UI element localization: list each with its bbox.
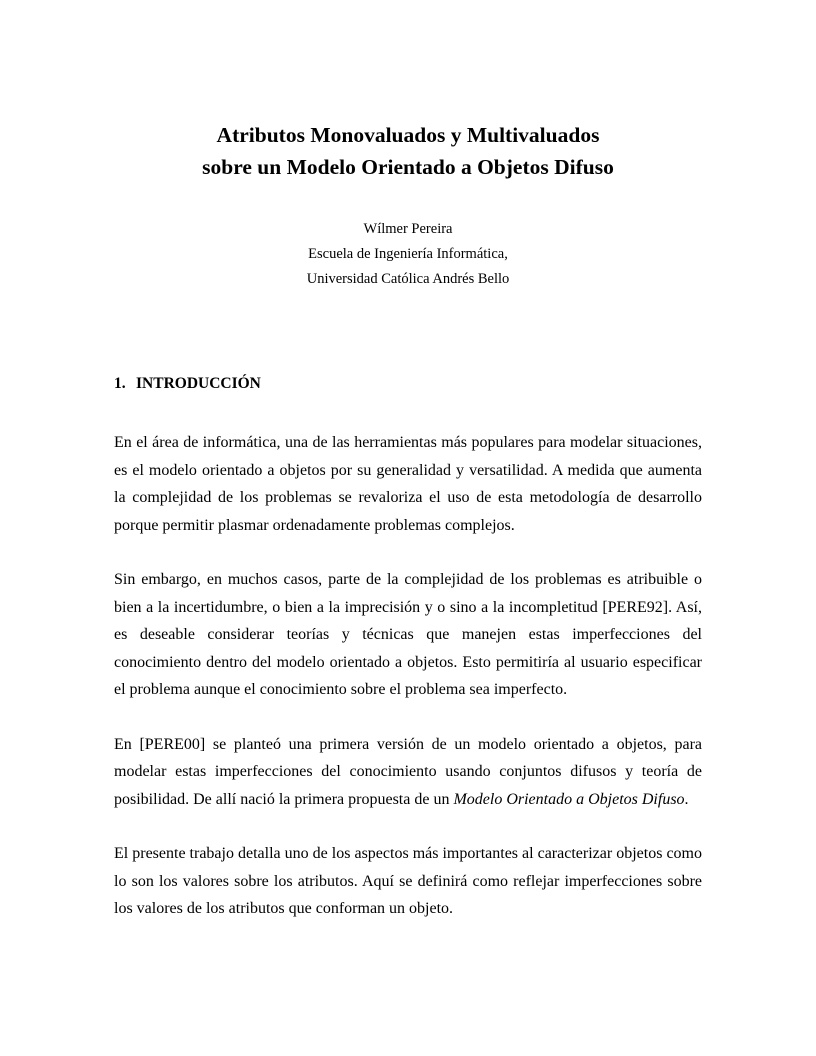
author-university: Universidad Católica Andrés Bello: [306, 271, 510, 287]
paragraph-line: porque permitir plasmar ordenadamente problemas complejos.: [114, 516, 515, 534]
paragraph-line: es el modelo orientado a objetos por su generalidad y versatilidad. A medida que aumenta: [114, 461, 702, 479]
paragraph-line: Sin embargo, en muchos casos, parte de la complejidad de los problemas es atribuible o: [114, 571, 702, 588]
paragraph-4: [114, 840, 702, 923]
author-name: Wílmer Pereira: [363, 221, 453, 237]
paragraph-text: posibilidad. De allí nació la primera propuesta de un: [114, 790, 454, 808]
section-number: 1.: [114, 375, 126, 392]
paragraph-line: modelar estas imperfecciones del conocimiento usando conjuntos difusos y teoría de: [114, 763, 702, 780]
paragraph-line: bien a la incertidumbre, o bien a la imprecisión y o sino a la incompletitud [PERE92]. Así,: [114, 598, 702, 616]
title-line-1: Atributos Monovaluados y Multivaluados: [216, 123, 600, 147]
author-department: Escuela de Ingeniería Informática,: [308, 246, 508, 262]
paragraph-line: el problema aunque el conocimiento sobre el problema sea imperfecto.: [114, 681, 568, 698]
paragraph-line: En [PERE00] se planteó una primera versión de un modelo orientado a objetos, para: [114, 735, 702, 753]
paragraph-1: [114, 429, 702, 539]
paragraph-line: los valores de los atributos que conforman un objeto.: [114, 900, 454, 917]
paragraph-line: es deseable considerar teorías y técnicas que manejen estas imperfecciones del: [114, 626, 702, 643]
paper-title: [114, 119, 702, 183]
paragraph-3: [114, 731, 702, 814]
paragraph-line: conocimiento dentro del modelo orientado a objetos. Esto permitiría al usuario especificar: [114, 653, 702, 671]
paragraph-text: .: [684, 790, 689, 808]
paragraph-line: En el área de informática, una de las herramientas más populares para modelar situaciones,: [114, 434, 702, 451]
title-line-2: sobre un Modelo Orientado a Objetos Difuso: [202, 155, 614, 179]
section-heading: [114, 374, 702, 394]
section-title: INTRODUCCIÓN: [136, 375, 261, 392]
paragraph-line: El presente trabajo detalla uno de los aspectos más importantes al caracterizar objetos como: [114, 845, 702, 862]
paragraph-line: [114, 786, 702, 814]
paragraph-line: lo son los valores sobre los atributos. Aquí se definirá como reflejar imperfecciones sobre: [114, 872, 702, 890]
paragraph-2: [114, 566, 702, 704]
author-block: [114, 217, 702, 292]
paragraph-line: la complejidad de los problemas se revaloriza el uso de esta metodología de desarrollo: [114, 489, 702, 506]
paper-page: [114, 119, 702, 923]
emphasized-term: Modelo Orientado a Objetos Difuso: [453, 790, 685, 808]
